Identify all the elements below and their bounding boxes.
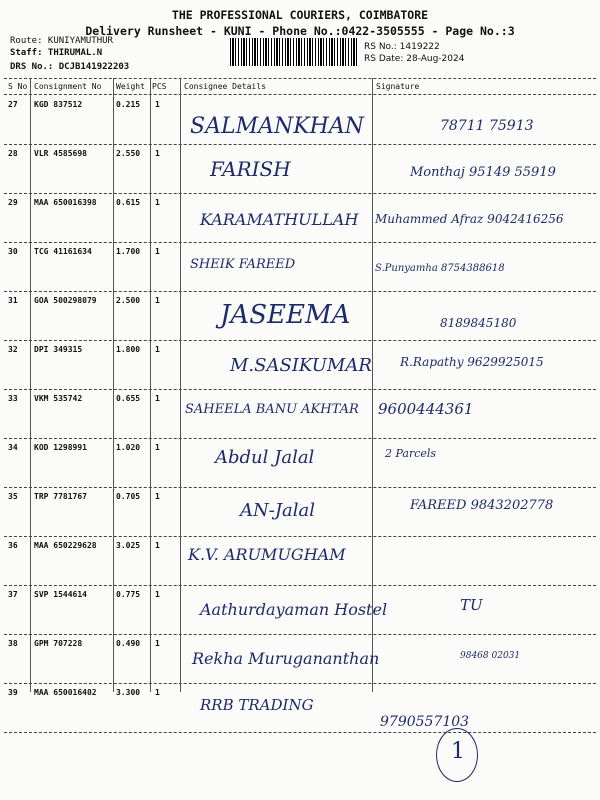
row-consignee-name: AN-Jalal [240,500,316,521]
header-rule [4,78,596,79]
row-consignee-name: SALMANKHAN [190,114,364,139]
row-weight: 2.500 [116,296,141,305]
row-consignment: VLR 4585698 [34,149,87,158]
row-separator [4,536,596,537]
row-separator [4,585,596,586]
row-weight: 0.655 [116,394,141,403]
row-sno: 29 [8,198,18,207]
row-signature: 8189845180 [440,316,517,330]
row-pcs: 1 [155,590,160,599]
row-consignment: GPM 707228 [34,639,83,648]
row-sno: 27 [8,100,18,109]
rs-date: RS Date: 28-Aug-2024 [364,54,465,64]
row-separator [4,144,596,145]
row-separator [4,487,596,488]
row-consignee-name: K.V. ARUMUGHAM [188,545,346,564]
row-signature: FAREED 9843202778 [410,498,554,513]
row-pcs: 1 [155,149,160,158]
row-consignment: MAA 650016402 [34,688,97,697]
row-consignee-name: RRB TRADING [200,696,314,714]
row-separator [4,242,596,243]
row-separator [4,732,596,733]
col-consignee: Consignee Details [184,82,266,91]
col-divider [113,78,114,692]
row-pcs: 1 [155,688,160,697]
row-consignee-name: FARISH [210,157,291,181]
route-label: Route: KUNIYAMUTHUR [10,36,113,46]
row-consignment: KGD 837512 [34,100,83,109]
row-signature: 9790557103 [380,714,470,730]
row-sno: 36 [8,541,18,550]
row-signature: R.Rapathy 9629925015 [400,355,544,369]
page-circle [436,728,478,782]
page-mark: 1 [451,739,465,764]
row-weight: 1.020 [116,443,141,452]
row-signature: TU [460,596,483,614]
col-signature: Signature [376,82,420,91]
row-sno: 39 [8,688,18,697]
staff-label: Staff: THIRUMAL.N [10,48,103,58]
row-weight: 0.705 [116,492,141,501]
row-sno: 38 [8,639,18,648]
row-pcs: 1 [155,394,160,403]
row-signature: S.Punyamha 8754388618 [375,263,505,274]
row-separator [4,389,596,390]
row-consignment: TCG 41161634 [34,247,92,256]
col-divider [30,78,31,692]
row-weight: 3.300 [116,688,141,697]
row-signature: Monthaj 95149 55919 [410,165,556,180]
row-pcs: 1 [155,492,160,501]
row-consignment: MAA 650016398 [34,198,97,207]
row-consignment: MAA 650229628 [34,541,97,550]
row-pcs: 1 [155,296,160,305]
col-pcs: PCS [152,82,167,91]
row-consignee-name: SAHEELA BANU AKHTAR [185,402,359,417]
row-sno: 30 [8,247,18,256]
row-weight: 1.800 [116,345,141,354]
row-consignment: TRP 7781767 [34,492,87,501]
row-sno: 34 [8,443,18,452]
row-weight: 0.775 [116,590,141,599]
row-separator [4,291,596,292]
row-consignee-name: KARAMATHULLAH [200,210,359,229]
row-separator [4,683,596,684]
row-consignment: GOA 500298079 [34,296,97,305]
barcode [230,38,358,66]
row-pcs: 1 [155,100,160,109]
row-sno: 32 [8,345,18,354]
header-rule-bottom [4,94,596,95]
col-divider [150,78,151,692]
row-sno: 33 [8,394,18,403]
row-pcs: 1 [155,639,160,648]
row-consignment: KOD 1298991 [34,443,87,452]
row-weight: 0.215 [116,100,141,109]
row-consignment: VKM 535742 [34,394,83,403]
row-pcs: 1 [155,541,160,550]
row-weight: 0.615 [116,198,141,207]
row-weight: 1.700 [116,247,141,256]
row-separator [4,193,596,194]
drs-number: DRS No.: DCJB141922203 [10,62,130,72]
row-pcs: 1 [155,247,160,256]
row-sno: 28 [8,149,18,158]
row-weight: 2.550 [116,149,141,158]
col-divider [180,78,181,692]
row-sno: 37 [8,590,18,599]
row-consignment: DPI 349315 [34,345,83,354]
col-consignment: Consignment No [34,82,102,91]
col-weight: Weight [116,82,145,91]
row-consignee-name: Abdul Jalal [215,447,315,468]
row-separator [4,634,596,635]
row-weight: 3.025 [116,541,141,550]
row-pcs: 1 [155,198,160,207]
row-signature: 98468 02031 [460,651,521,661]
row-sno: 35 [8,492,18,501]
row-pcs: 1 [155,345,160,354]
row-signature: 9600444361 [378,400,474,418]
row-signature: 2 Parcels [385,447,437,460]
row-signature: Muhammed Afraz 9042416256 [375,212,564,226]
rs-number: RS No.: 1419222 [364,42,440,52]
row-consignment: SVP 1544614 [34,590,87,599]
row-consignee-name: M.SASIKUMAR [230,355,372,376]
row-separator [4,438,596,439]
row-consignee-name: Rekha Murugananthan [192,649,380,668]
row-pcs: 1 [155,443,160,452]
row-consignee-name: SHEIK FAREED [190,257,296,272]
runsheet-title: Delivery Runsheet - KUNI - Phone No.:0422-3505555 - Page No.:3 [85,24,515,38]
row-signature: 78711 75913 [440,118,534,134]
col-sno: S No [8,82,28,91]
row-separator [4,340,596,341]
row-consignee-name: Aathurdayaman Hostel [200,600,388,619]
row-sno: 31 [8,296,18,305]
company-title: THE PROFESSIONAL COURIERS, COIMBATORE [171,8,429,22]
row-weight: 0.490 [116,639,141,648]
row-consignee-name: JASEEMA [220,300,351,330]
